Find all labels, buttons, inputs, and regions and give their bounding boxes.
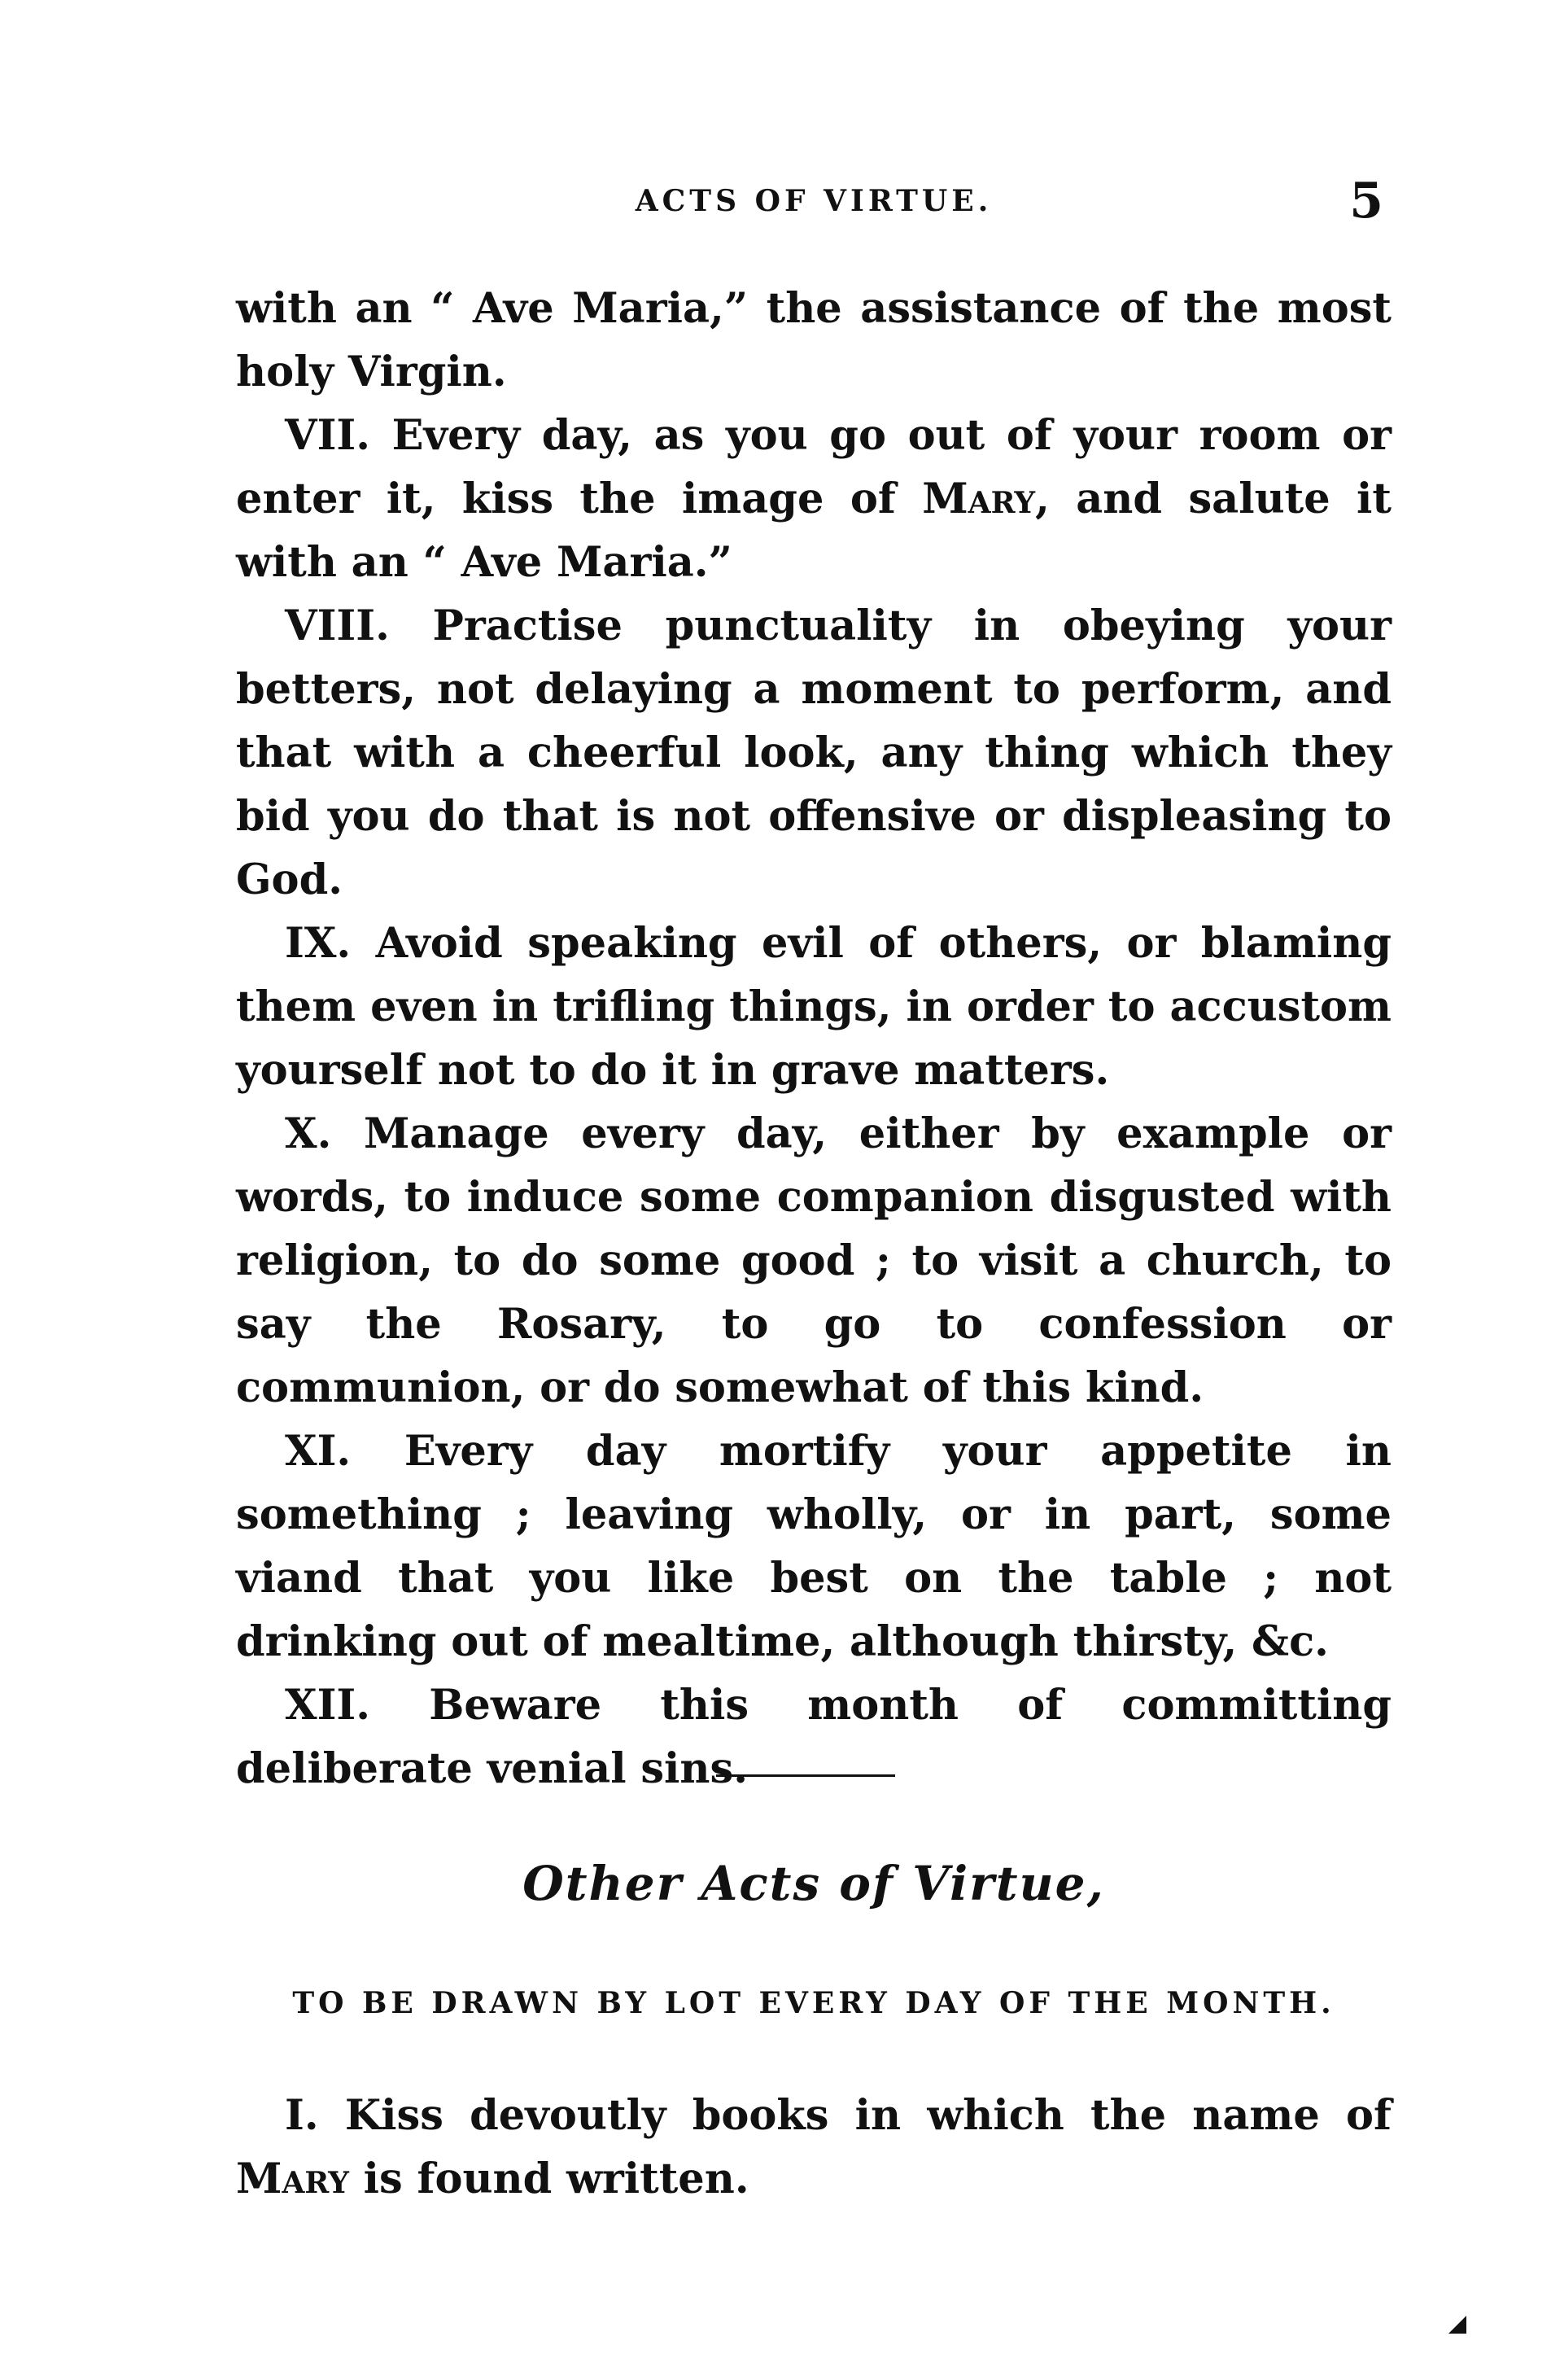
paragraph-vii bbox=[236, 404, 1392, 594]
body-text bbox=[236, 277, 1392, 1800]
section-subheading: TO BE DRAWN BY LOT EVERY DAY OF THE MONTH. bbox=[292, 1986, 1335, 2020]
paragraph-numeral: IX. bbox=[285, 919, 352, 968]
paragraph-x bbox=[236, 1102, 1392, 1420]
paragraph-numeral: X. bbox=[285, 1109, 332, 1158]
paragraph-viii bbox=[236, 594, 1392, 912]
paragraph-text: Every day, as you go out of your room or enter it, kiss the image of bbox=[236, 411, 1392, 523]
paragraph-text: Practise punctuality in obeying your betters, not delaying a moment to perform, and that with a cheerful look, any thing which they bid you do that is not offensive or displeasing to God. bbox=[236, 602, 1392, 904]
page-number: 5 bbox=[1349, 173, 1383, 230]
paragraph-text: Every day mortify your appetite in something ; leaving wholly, or in part, some viand that you like best on the table ; not drinking out of mealtime, although thirsty, &c. bbox=[236, 1427, 1392, 1666]
running-head bbox=[236, 173, 1392, 230]
paragraph-numeral: VII. bbox=[285, 411, 371, 460]
paragraph-text: is found written. bbox=[348, 2155, 749, 2203]
paragraph-numeral: XII. bbox=[285, 1681, 371, 1730]
paragraph-ix bbox=[236, 912, 1392, 1102]
paragraph-text: Kiss devoutly books in which the name of bbox=[318, 2091, 1392, 2140]
paragraph-text: Beware this month of committing deliberate venial sins. bbox=[236, 1681, 1392, 1793]
paragraph-text: Manage every day, either by example or words, to induce some companion disgusted with religion, to do some good ; to visit a church, to say the Rosary, to go to confession or communion, or do somewhat of this kind. bbox=[236, 1109, 1392, 1412]
section-body bbox=[236, 2084, 1392, 2211]
paragraph-xii bbox=[236, 1673, 1392, 1800]
signature-mark-icon bbox=[1448, 2316, 1466, 2334]
name-mary: Mary bbox=[236, 2155, 349, 2203]
section-heading: Other Acts of Virtue, bbox=[522, 1856, 1105, 1911]
name-mary: Mary bbox=[922, 475, 1036, 523]
paragraph-numeral: VIII. bbox=[285, 602, 390, 650]
paragraph-xi bbox=[236, 1420, 1392, 1673]
paragraph-text: , and salute it with an “ Ave Maria.” bbox=[236, 475, 1392, 587]
paragraph-text: with an “ Ave Maria,” the assistance of the most holy Virgin. bbox=[236, 284, 1392, 396]
running-title: ACTS OF VIRTUE. bbox=[635, 184, 993, 218]
paragraph-continuation bbox=[236, 277, 1392, 404]
paragraph-i bbox=[236, 2084, 1392, 2211]
section-divider bbox=[716, 1774, 895, 1777]
paragraph-text: Avoid speaking evil of others, or blaming them even in trifling things, in order to accustom yourself not to do it in grave matters. bbox=[236, 919, 1392, 1095]
paragraph-numeral: XI. bbox=[285, 1427, 352, 1476]
paragraph-numeral: I. bbox=[285, 2091, 319, 2140]
